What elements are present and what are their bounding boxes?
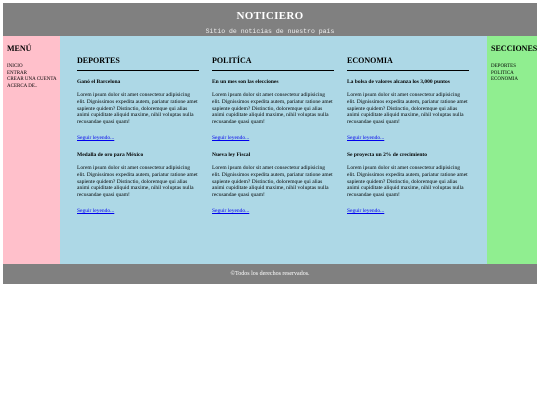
menu-item-crear-cuenta[interactable]: CREAR UNA CUENTA [7,77,57,82]
article-body: Lorem ipsum dolor sit amet consectetur adipisicing elit. Dignissimos expedita autem, pariatur ratione amet sapiente quidem? Distinctio, doloremque qui alias animi cupiditate aliquid maxime, nihil voluptas nulla recusandae quasi quam! [212,164,333,199]
article [77,152,212,217]
sections-title: SECCIONES [491,44,538,53]
site-subtitle: Sitio de noticias de nuestro país [205,28,335,35]
read-more-link[interactable]: Seguir leyendo... [212,207,250,214]
read-more-link[interactable]: Seguir leyendo... [347,207,385,214]
article-title: Medalla de oro para México [77,151,144,158]
menu-title: MENÚ [7,44,32,53]
page [3,3,537,284]
article-body: Lorem ipsum dolor sit amet consectetur adipisicing elit. Dignissimos expedita autem, pariatur ratione amet sapiente quidem? Distinctio, doloremque qui alias animi cupiditate aliquid maxime, nihil voluptas nulla recusandae quasi quam! [77,164,198,199]
article-body: Lorem ipsum dolor sit amet consectetur adipisicing elit. Dignissimos expedita autem, pariatur ratione amet sapiente quidem? Distinctio, doloremque qui alias animi cupiditate aliquid maxime, nihil voluptas nulla recusandae quasi quam! [212,92,333,126]
column-deportes [77,36,212,264]
sections-sidebar [487,36,537,264]
article-title: Nueva ley Fiscal [212,151,251,158]
column-title: ECONOMIA [347,56,469,71]
article-body: Lorem ipsum dolor sit amet consectetur adipisicing elit. Dignissimos expedita autem, pariatur ratione amet sapiente quidem? Distinctio, doloremque qui alias animi cupiditate aliquid maxime, nihil voluptas nulla recusandae quasi quam! [347,164,468,199]
column-economia [347,36,482,264]
menu-sidebar [3,36,60,264]
article [212,79,347,144]
article-title: Ganó el Barcelona [77,79,121,85]
column-title: POLITÍCA [212,56,334,71]
site-header [3,3,537,36]
article [347,79,482,144]
footer-text: ©Todos los derechos reservados. [230,271,310,277]
menu-item-entrar[interactable]: ENTRAR [7,70,27,76]
site-title: NOTICIERO [236,10,304,22]
article-body: Lorem ipsum dolor sit amet consectetur adipisicing elit. Dignissimos expedita autem, pariatur ratione amet sapiente quidem? Distinctio, doloremque qui alias animi cupiditate aliquid maxime, nihil voluptas nulla recusandae quasi quam! [77,92,198,126]
menu-item-acerca-de[interactable]: ACERCA DE.. [7,83,38,89]
article-body: Lorem ipsum dolor sit amet consectetur adipisicing elit. Dignissimos expedita autem, pariatur ratione amet sapiente quidem? Distinctio, doloremque qui alias animi cupiditate aliquid maxime, nihil voluptas nulla recusandae quasi quam! [347,92,468,126]
sections-list [491,64,537,84]
article-title: En un mes son las elecciones [212,79,279,85]
read-more-link[interactable]: Seguir leyendo... [77,134,115,141]
content-row [3,36,537,264]
section-item-politica[interactable]: POLITICA [491,70,514,76]
site-footer [3,264,537,284]
column-title: DEPORTES [77,56,199,71]
read-more-link[interactable]: Seguir leyendo... [212,134,250,141]
article [347,152,482,217]
menu-item-inicio[interactable]: INICIO [7,64,23,69]
article [212,152,347,217]
main-content [60,36,487,264]
article [77,79,212,144]
section-item-economia[interactable]: ECONOMIA [491,77,518,82]
article-title: La bolsa de valores alcanza los 3,000 puntos [347,79,450,85]
menu-list [7,64,60,90]
read-more-link[interactable]: Seguir leyendo... [347,134,385,141]
article-title: Se proyecta un 2% de crecimiento [347,151,427,158]
read-more-link[interactable]: Seguir leyendo... [77,207,115,214]
column-politica [212,36,347,264]
section-item-deportes[interactable]: DEPORTES [491,64,516,69]
